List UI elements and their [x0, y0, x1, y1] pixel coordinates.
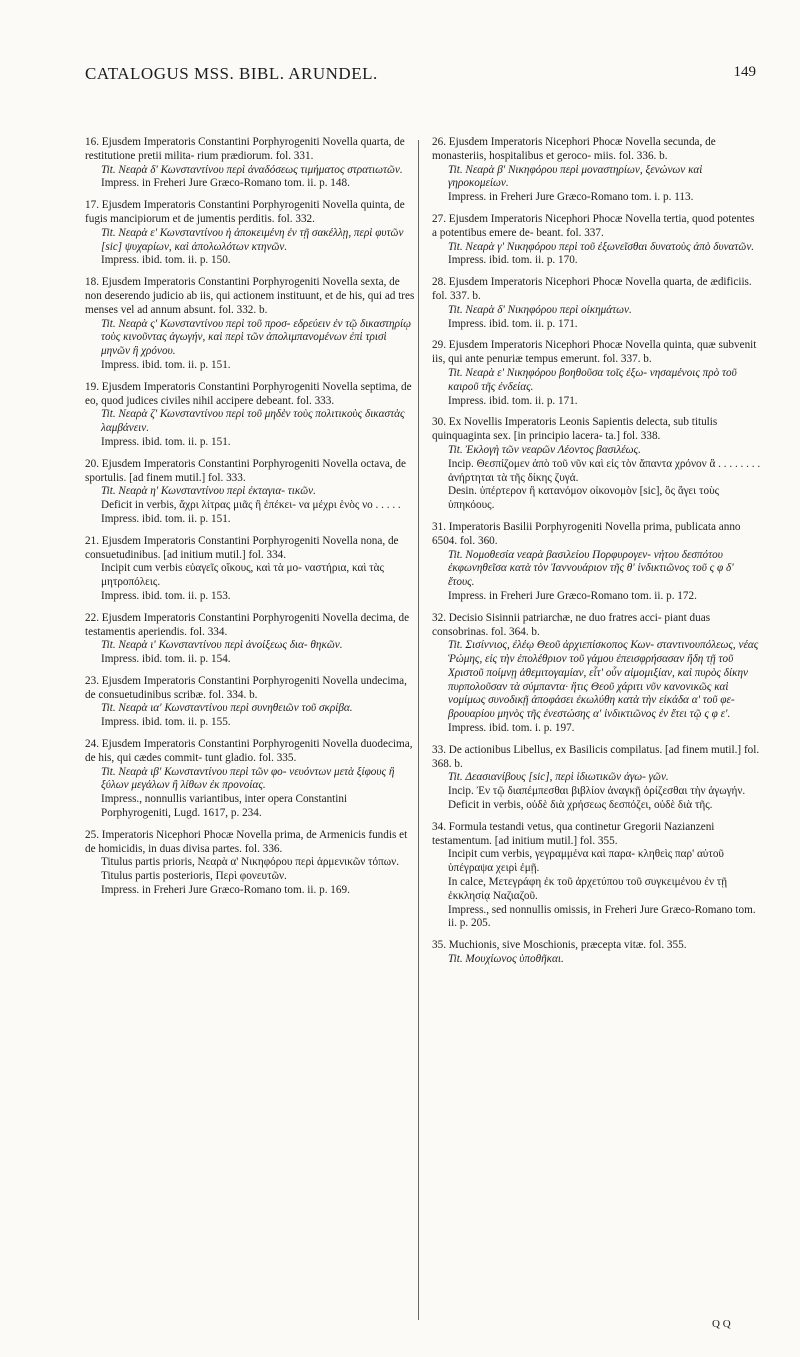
entry-title: Tit. Δεασιανίβους [sic], περὶ ἰδιωτικῶν ἀγω- γῶν.: [448, 771, 669, 784]
entry-text: Formula testandi vetus, qua continetur Gregorii Nazianzeni testamentum. [ad initium mutil.] fol. 355.: [432, 820, 715, 847]
catalogue-entry: [432, 213, 762, 268]
entry-description: [432, 744, 762, 772]
entry-text: Ejusdem Imperatoris Nicephori Phocæ Novella quarta, de ædificiis. fol. 337. b.: [432, 276, 752, 302]
entry-title: Tit. Νεαρὰ ε' Νικηφόρου βοηθοῦσα τοῖς ἐξω- νησαμένοις πρὸ τοῦ καιροῦ τῆς ἐνδείας.: [448, 366, 737, 393]
entry-number: 24.: [85, 738, 99, 751]
catalogue-entry: [85, 381, 415, 450]
entry-description: [432, 821, 762, 849]
entry-number: 22.: [85, 611, 99, 624]
entry-number: 21.: [85, 534, 99, 547]
entry-number: 31.: [432, 520, 446, 533]
catalogue-entry: [432, 612, 762, 736]
entry-text: Ejusdem Imperatoris Constantini Porphyrogeniti Novella undecima, de consuetudinibus scribæ. fol. 334. b.: [85, 674, 407, 701]
entry-number: 35.: [432, 939, 446, 952]
entry-impress: Impress. ibid. tom. ii. p. 150.: [101, 254, 231, 267]
entry-number: 29.: [432, 339, 446, 352]
entry-impress: Impress. ibid. tom. ii. p. 170.: [448, 254, 578, 267]
entry-note: Incip. Θεσπίζομεν ἀπὸ τοῦ νῦν καὶ εἰς τὸν ἅπαντα χρόνον ἃ . . . . . . . . ἀνήρτηται τὰ τῆς δίκης ζυγά.: [448, 457, 761, 484]
entry-description: [432, 612, 762, 640]
catalogue-entry: [85, 612, 415, 667]
entry-text: Ejusdem Imperatoris Nicephori Phocæ Novella tertia, quod potentes a potentibus emere de- beant. fol. 337.: [432, 212, 755, 239]
entry-text: Ejusdem Imperatoris Constantini Porphyrogeniti Novella duodecima, de his, qui cædes commit- tunt gladio. fol. 335.: [85, 738, 413, 764]
entry-impress: Impress. ibid. tom. ii. p. 153.: [101, 589, 231, 602]
catalogue-entry: [85, 136, 415, 191]
catalogue-entry: [432, 821, 762, 931]
entry-description: [432, 276, 762, 304]
entry-impress: Impress., sed nonnullis omissis, in Freheri Jure Græco-Romano tom. ii. p. 205.: [448, 903, 756, 930]
entry-description: [85, 276, 415, 317]
entry-text: Ejusdem Imperatoris Nicephori Phocæ Novella quinta, quæ subvenit iis, qui ante penuriæ tempus emerunt. fol. 337. b.: [432, 339, 757, 366]
catalogue-entry: [85, 675, 415, 730]
entry-title: Tit. Νεαρὰ ιβ' Κωνσταντίνου περὶ τῶν φο- νευόντων μετὰ ξίφους ἢ ξύλων μεγάλων ἢ λίθων ἐκ προνοίας.: [101, 765, 395, 792]
entry-number: 17.: [85, 199, 99, 212]
entry-note: Deficit in verbis, οὐδὲ διὰ χρήσεως δεσπόζει, οὐδὲ διὰ τῆς.: [448, 799, 713, 812]
entry-text: Ejusdem Imperatoris Constantini Porphyrogeniti Novella nona, de consuetudinibus. [ad initium mutil.] fol. 334.: [85, 534, 399, 561]
entry-text: Muchionis, sive Moschionis, præcepta vitæ. fol. 355.: [448, 939, 687, 952]
entry-impress: Impress. ibid. tom. ii. p. 155.: [101, 716, 231, 729]
entry-description: [85, 675, 415, 703]
entry-impress: Impress. ibid. tom. ii. p. 154.: [101, 653, 231, 666]
entry-title: Tit. Νεαρὰ δ' Νικηφόρου περὶ οἰκημάτων.: [448, 303, 632, 316]
entry-text: De actionibus Libellus, ex Basilicis compilatus. [ad finem mutil.] fol. 368. b.: [432, 743, 760, 770]
entry-impress: Impress. ibid. tom. i. p. 197.: [448, 722, 575, 735]
entry-impress: Impress. in Freheri Jure Græco-Romano tom. i. p. 113.: [448, 191, 694, 204]
entry-title: Tit. Ἐκλογὴ τῶν νεαρῶν Λέοντος βασιλέως.: [448, 443, 641, 456]
catalogue-entry: [85, 535, 415, 604]
entry-description: [85, 381, 415, 409]
entry-number: 26.: [432, 136, 446, 148]
entry-number: 33.: [432, 743, 446, 756]
entry-description: [432, 339, 762, 367]
right-column: [432, 136, 762, 975]
entry-impress: Impress., nonnullis variantibus, inter opera Constantini Porphyrogeniti, Lugd. 1617, p. 234.: [101, 793, 348, 820]
entry-number: 25.: [85, 828, 99, 841]
entry-note: Incip. Ἐν τῷ διαπέμπεσθαι βιβλίον ἀναγκῇ ὀρίζεσθαι τὴν ἀγωγήν.: [448, 785, 746, 798]
running-title: CATALOGUS MSS. BIBL. ARUNDEL.: [85, 64, 378, 83]
entry-number: 20.: [85, 457, 99, 470]
catalogue-entry: [432, 416, 762, 513]
entry-text: Ejusdem Imperatoris Constantini Porphyrogeniti Novella quarta, de restitutione pretii milita- rium prædiorum. fol. 331.: [85, 136, 405, 162]
entry-impress: Impress. in Freheri Jure Græco-Romano tom. ii. p. 169.: [101, 884, 350, 897]
catalogue-entry: [85, 458, 415, 527]
entry-title: Tit. Νεαρὰ δ' Κωνσταντίνου περὶ ἀναδόσεως τιμήματος στρατιωτῶν.: [101, 163, 403, 176]
entry-description: [432, 213, 762, 241]
entry-number: 27.: [432, 212, 446, 225]
entry-description: [432, 136, 762, 164]
entry-impress: Impress. ibid. tom. ii. p. 171.: [448, 394, 578, 407]
entry-impress: Impress. ibid. tom. ii. p. 151.: [101, 358, 231, 371]
entry-note: Deficit in verbis, ἄχρι λίτρας μιᾶς ἢ ἐπέκει- να μέχρι ἑνὸς νο . . . . .: [101, 499, 401, 512]
catalogue-entry: [432, 136, 762, 205]
entry-description: [85, 199, 415, 227]
entry-impress: Impress. ibid. tom. ii. p. 151.: [101, 512, 231, 525]
catalogue-entry: [85, 199, 415, 268]
entry-description: [85, 829, 415, 857]
entry-note: Desin. ὑπέρτερον ἢ κατανόμον οἰκονομὸν [sic], ὃς ἄγει τοὺς ὑπηκόους.: [448, 485, 720, 512]
entry-number: 28.: [432, 276, 446, 289]
entry-title: Tit. Νεαρὰ ς' Κωνσταντίνου περὶ τοῦ προσ- εδρεύειν ἐν τῷ δικαστηρίῳ τοὺς κινοῦντας ἀγωγήν, καὶ περὶ τῶν ἀπολιμπανομένων ἐπὶ τρισὶ μηνῶν ἢ χρόνου.: [101, 317, 411, 358]
entry-note: Incipit cum verbis εὐαγεῖς οἴκους, καὶ τὰ μο- ναστήρια, καὶ τὰς μητροπόλεις.: [101, 562, 384, 589]
entry-description: [85, 612, 415, 640]
entry-number: 19.: [85, 380, 99, 393]
entry-text: Ejusdem Imperatoris Constantini Porphyrogeniti Novella decima, de testamentis aperiendis. fol. 334.: [85, 611, 410, 638]
entry-title: Tit. Νομοθεσία νεαρὰ βασιλείου Πορφυρογεν- νήτου δεσπότου ἐκφωνηθεῖσα κατὰ τὸν Ἰαννουάριον τῆς θ' ἰνδικτιῶνος τοῦ ς φ δ' ἔτους.: [448, 548, 734, 589]
entry-title: Tit. Νεαρὰ β' Νικηφόρου περὶ μοναστηρίων, ξενώνων καὶ γηροκομείων.: [448, 163, 703, 190]
catalogue-entry: [432, 744, 762, 813]
entry-text: Ex Novellis Imperatoris Leonis Sapientis delecta, sub titulis quinquaginta sex. [in principio lacera- ta.] fol. 338.: [432, 416, 718, 443]
signature-mark: Q Q: [712, 1318, 731, 1330]
entry-description: [432, 521, 762, 549]
entry-title: Tit. Σισίννιος, ἐλέῳ Θεοῦ ἀρχιεπίσκοπος Κων- σταντινουπόλεως, νέας Ῥώμης, εἰς τὴν ἐπολέθριον τοῦ γάμου ἐπεισφρήσασαν ἤδη τῇ τοῦ Χριστοῦ ποίμνῃ ἀθεμιτογαμίαν, εἶτ' οὖν αἱμομιξίαν, καὶ πυρὸς δίκην πυρπολοῦσαν τὰ σύμπαντα· ἥτις Θεοῦ χάριτι νῦν κανονικῶς καὶ νομίμως συνοδικῇ ἀποφάσει ἐκωλύθη κατὰ τὴν εἰκάδα α' τοῦ φε- βρουαρίου μηνὸς τῆς ἐνεστώσης α' ἰνδικτιῶνος ἐν ἔτει τῷ ς φ ε'.: [448, 639, 759, 721]
entry-title: Tit. Μουχίωνος ὑποθῆκαι.: [448, 953, 564, 966]
entry-number: 16.: [85, 136, 99, 148]
entry-number: 18.: [85, 276, 99, 289]
page-header: [0, 64, 800, 88]
catalogue-entry: [85, 829, 415, 898]
catalogue-entry: [432, 521, 762, 604]
entry-description: [432, 939, 762, 953]
catalogue-entry: [432, 276, 762, 331]
entry-title: Tit. Νεαρὰ ι' Κωνσταντίνου περὶ ἀνοίξεως δια- θηκῶν.: [101, 639, 343, 652]
entry-text: Imperatoris Nicephori Phocæ Novella prima, de Armenicis fundis et de homicidis, in duas divisa partes. fol. 336.: [85, 828, 408, 855]
left-column: [85, 136, 415, 906]
entry-title: Tit. Νεαρὰ γ' Νικηφόρου περὶ τοῦ ἐξωνεῖσθαι δυνατοὺς ἀπὸ δυνατῶν.: [448, 240, 755, 253]
entry-impress: Impress. in Freheri Jure Græco-Romano tom. ii. p. 172.: [448, 589, 697, 602]
catalogue-entry: [432, 339, 762, 408]
page-number: 149: [733, 64, 756, 80]
catalogue-entry: [432, 939, 762, 967]
entry-description: [85, 535, 415, 563]
entry-note: Titulus partis posterioris, Περὶ φονευτῶν.: [101, 870, 287, 883]
entry-title: Tit. Νεαρὰ η' Κωνσταντίνου περὶ ἐκταγια- τικῶν.: [101, 485, 316, 498]
entry-note: In calce, Μετεγράφη ἐκ τοῦ ἀρχετύπου τοῦ συγκειμένου ἐν τῇ ἐκκλησίᾳ Ναζιαζοῦ.: [448, 876, 728, 902]
catalogue-entry: [85, 738, 415, 821]
column-divider: [418, 140, 419, 1320]
entry-text: Imperatoris Basilii Porphyrogeniti Novella prima, publicata anno 6504. fol. 360.: [432, 520, 741, 547]
entry-title: Tit. Νεαρὰ ε' Κωνσταντίνου ἡ ἀποκειμένη ἐν τῇ σακέλλῃ, περὶ φυτῶν [sic] ψυχαρίων, καὶ ἀπολωλότων κτηνῶν.: [101, 226, 404, 253]
entry-text: Ejusdem Imperatoris Constantini Porphyrogeniti Novella sexta, de non deserendo judicio ab iis, qui actionem instituunt, et de his, qui ad tres menses vel ad annum absunt. fol. 332. b.: [85, 276, 415, 316]
entry-text: Ejusdem Imperatoris Constantini Porphyrogeniti Novella septima, de eo, quod judices civiles nihil accipere debeant. fol. 333.: [85, 380, 412, 407]
entry-text: Ejusdem Imperatoris Nicephori Phocæ Novella secunda, de monasteriis, hospitalibus et geroco- miis. fol. 336. b.: [432, 136, 716, 162]
entry-title: Tit. Νεαρὰ ια' Κωνσταντίνου περὶ συνηθειῶν τοῦ σκρίβα.: [101, 702, 353, 715]
entry-number: 23.: [85, 674, 99, 687]
entry-number: 32.: [432, 611, 446, 624]
entry-impress: Impress. ibid. tom. ii. p. 151.: [101, 435, 231, 448]
entry-impress: Impress. in Freheri Jure Græco-Romano tom. ii. p. 148.: [101, 177, 350, 190]
entry-impress: Impress. ibid. tom. ii. p. 171.: [448, 317, 578, 330]
entry-description: [85, 136, 415, 164]
entry-text: Ejusdem Imperatoris Constantini Porphyrogeniti Novella quinta, de fugis mancipiorum et de jumentis perditis. fol. 332.: [85, 199, 405, 225]
catalogue-entry: [85, 276, 415, 373]
entry-note: Titulus partis prioris, Νεαρὰ α' Νικηφόρου περὶ ἀρμενικῶν τόπων.: [101, 856, 400, 869]
entry-title: Tit. Νεαρὰ ζ' Κωνσταντίνου περὶ τοῦ μηδὲν τοὺς πολιτικοὺς δικαστὰς λαμβάνειν.: [101, 408, 405, 435]
entry-description: [85, 738, 415, 766]
entry-description: [432, 416, 762, 444]
entry-note: Incipit cum verbis, γεγραμμένα καὶ παρα- κληθεὶς παρ' αὐτοῦ ὑπέγραψα χειρὶ ἐμῇ.: [448, 848, 724, 875]
entry-number: 30.: [432, 416, 446, 429]
entry-description: [85, 458, 415, 486]
entry-number: 34.: [432, 820, 446, 833]
entry-text: Decisio Sisinnii patriarchæ, ne duo fratres acci- piant duas consobrinas. fol. 364. b.: [432, 611, 711, 638]
entry-text: Ejusdem Imperatoris Constantini Porphyrogeniti Novella octava, de sportulis. [ad finem mutil.] fol. 333.: [85, 457, 406, 484]
